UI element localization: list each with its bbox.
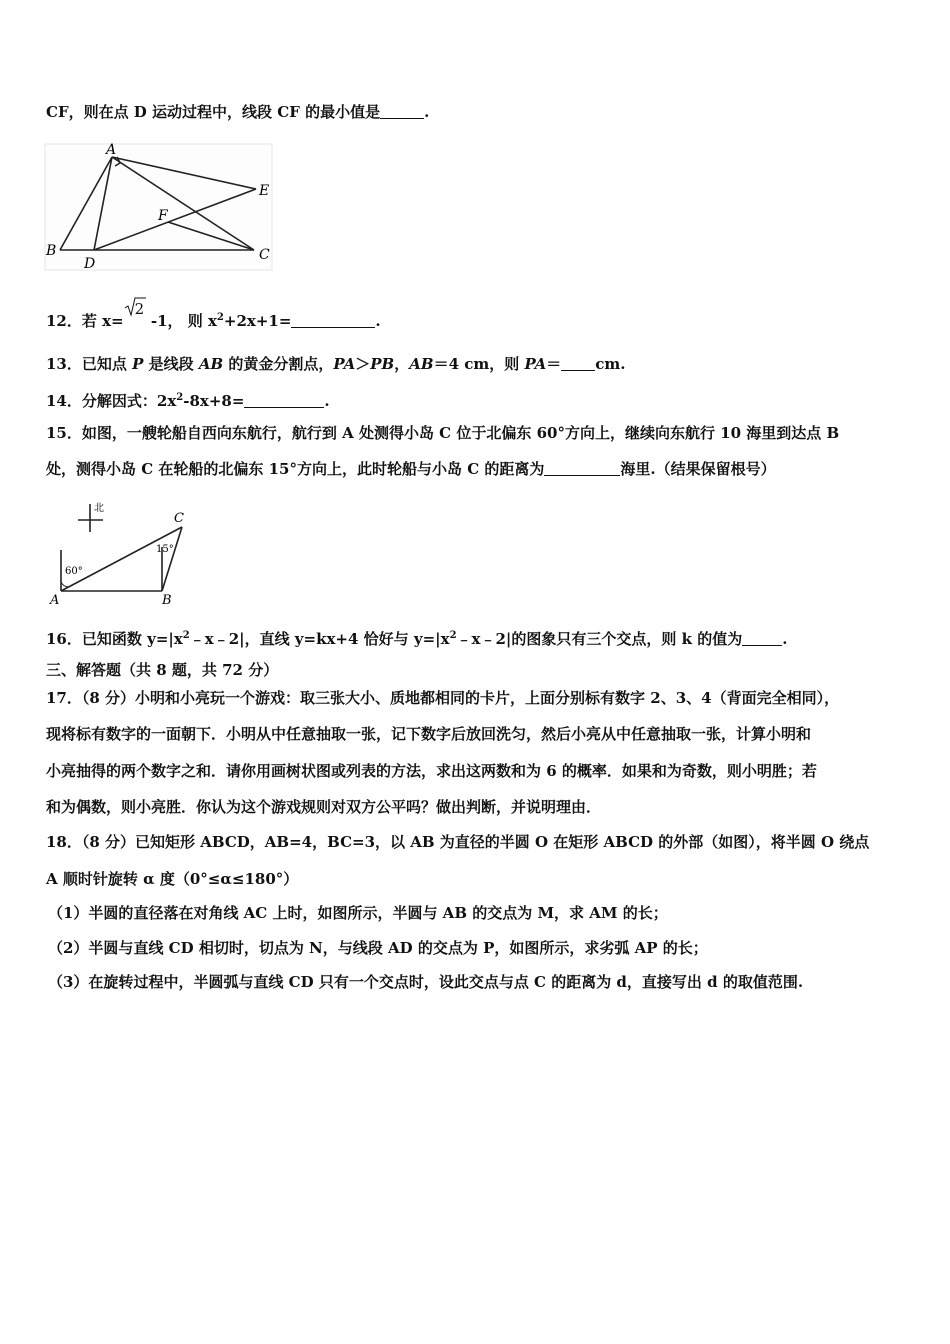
answer-blank[interactable] [742, 631, 782, 646]
angle-label-B: 15° [156, 544, 174, 555]
answer-blank[interactable] [291, 313, 375, 328]
q13: 13．已知点 P 是线段 AB 的黄金分割点，PA＞PB，AB＝4 cm，则 PA＝ cm. [46, 355, 626, 373]
q14: 14．分解因式：$2x^2-8x+8=$ . [46, 392, 330, 410]
q16: 16．已知函数 $y=|x^2﹣x﹣2|$，直线 y=kx+4 恰好与 $y=|x^2﹣x﹣2|$的图象只有三个交点，则 k 的值为 . [46, 630, 788, 648]
q17-line2: 现将标有数字的一面朝下．小明从中任意抽取一张，记下数字后放回洗匀，然后小亮从中任意抽取一张，计算小明和 [46, 725, 812, 743]
angle-arc-A [61, 582, 69, 587]
segment-AC [61, 527, 182, 591]
q18-part2: （2）半圆与直线 CD 相切时，切点为 N，与线段 AD 的交点为 P，如图所示，求劣弧 AP 的长； [48, 939, 708, 957]
figure-q11 [44, 142, 274, 274]
answer-blank[interactable] [380, 104, 424, 119]
label-B: B [46, 243, 57, 259]
answer-blank[interactable] [544, 461, 620, 476]
section-heading: 三、解答题（共 8 题，共 72 分） [46, 661, 279, 679]
q18-part3: （3）在旋转过程中，半圆弧与直线 CD 只有一个交点时，设此交点与点 C 的距离为 d，直接写出 d 的取值范围. [48, 973, 804, 991]
q17-line1: 17．（8 分）小明和小亮玩一个游戏：取三张大小、质地都相同的卡片，上面分别标有数字 2、3、4（背面完全相同）， [46, 689, 840, 707]
label-C: C [174, 511, 184, 526]
q15-line1: 15．如图，一艘轮船自西向东航行，航行到 A 处测得小岛 C 位于北偏东 60°方向上，继续向东航行 10 海里到达点 B [46, 424, 840, 442]
q15-line2: 处，测得小岛 C 在轮船的北偏东 15°方向上，此时轮船与小岛 C 的距离为 海里.（结果保留根号） [46, 460, 776, 478]
q11-tail: CF，则在点 D 运动过程中，线段 CF 的最小值是 . [46, 103, 430, 121]
label-D: D [84, 256, 96, 272]
q12: 12．若 x= 2 -1， 则 $x^2+2x+1=$ . [46, 300, 381, 330]
label-C: C [259, 247, 270, 263]
figure-q15 [46, 500, 196, 608]
q11-text: CF，则在点 D 运动过程中，线段 CF 的最小值是 [46, 103, 381, 121]
sqrt-expression: 2 [124, 308, 146, 328]
label-B: B [162, 593, 172, 608]
label-E: E [259, 183, 270, 199]
q17-line3: 小亮抽得的两个数字之和．请你用画树状图或列表的方法，求出这两数和为 6 的概率．如果和为奇数，则小明胜；若 [46, 762, 817, 780]
angle-label-A: 60° [65, 566, 83, 577]
label-F: F [158, 208, 168, 224]
q18-line1: 18．（8 分）已知矩形 ABCD，AB=4，BC=3，以 AB 为直径的半圆 O 在矩形 ABCD 的外部（如图），将半圆 O 绕点 [46, 833, 870, 851]
q18-line2: A 顺时针旋转 α 度（0°≤α≤180°） [46, 870, 299, 888]
q18-part1: （1）半圆的直径落在对角线 AC 上时，如图所示，半圆与 AB 的交点为 M，求 AM 的长； [48, 904, 668, 922]
q17-line4: 和为偶数，则小亮胜．你认为这个游戏规则对双方公平吗？做出判断，并说明理由． [46, 798, 602, 816]
answer-blank[interactable] [561, 356, 595, 371]
answer-blank[interactable] [244, 393, 324, 408]
label-A: A [50, 593, 60, 608]
north-label: 北 [94, 503, 104, 514]
label-A: A [106, 142, 117, 158]
figure-frame [45, 144, 272, 270]
